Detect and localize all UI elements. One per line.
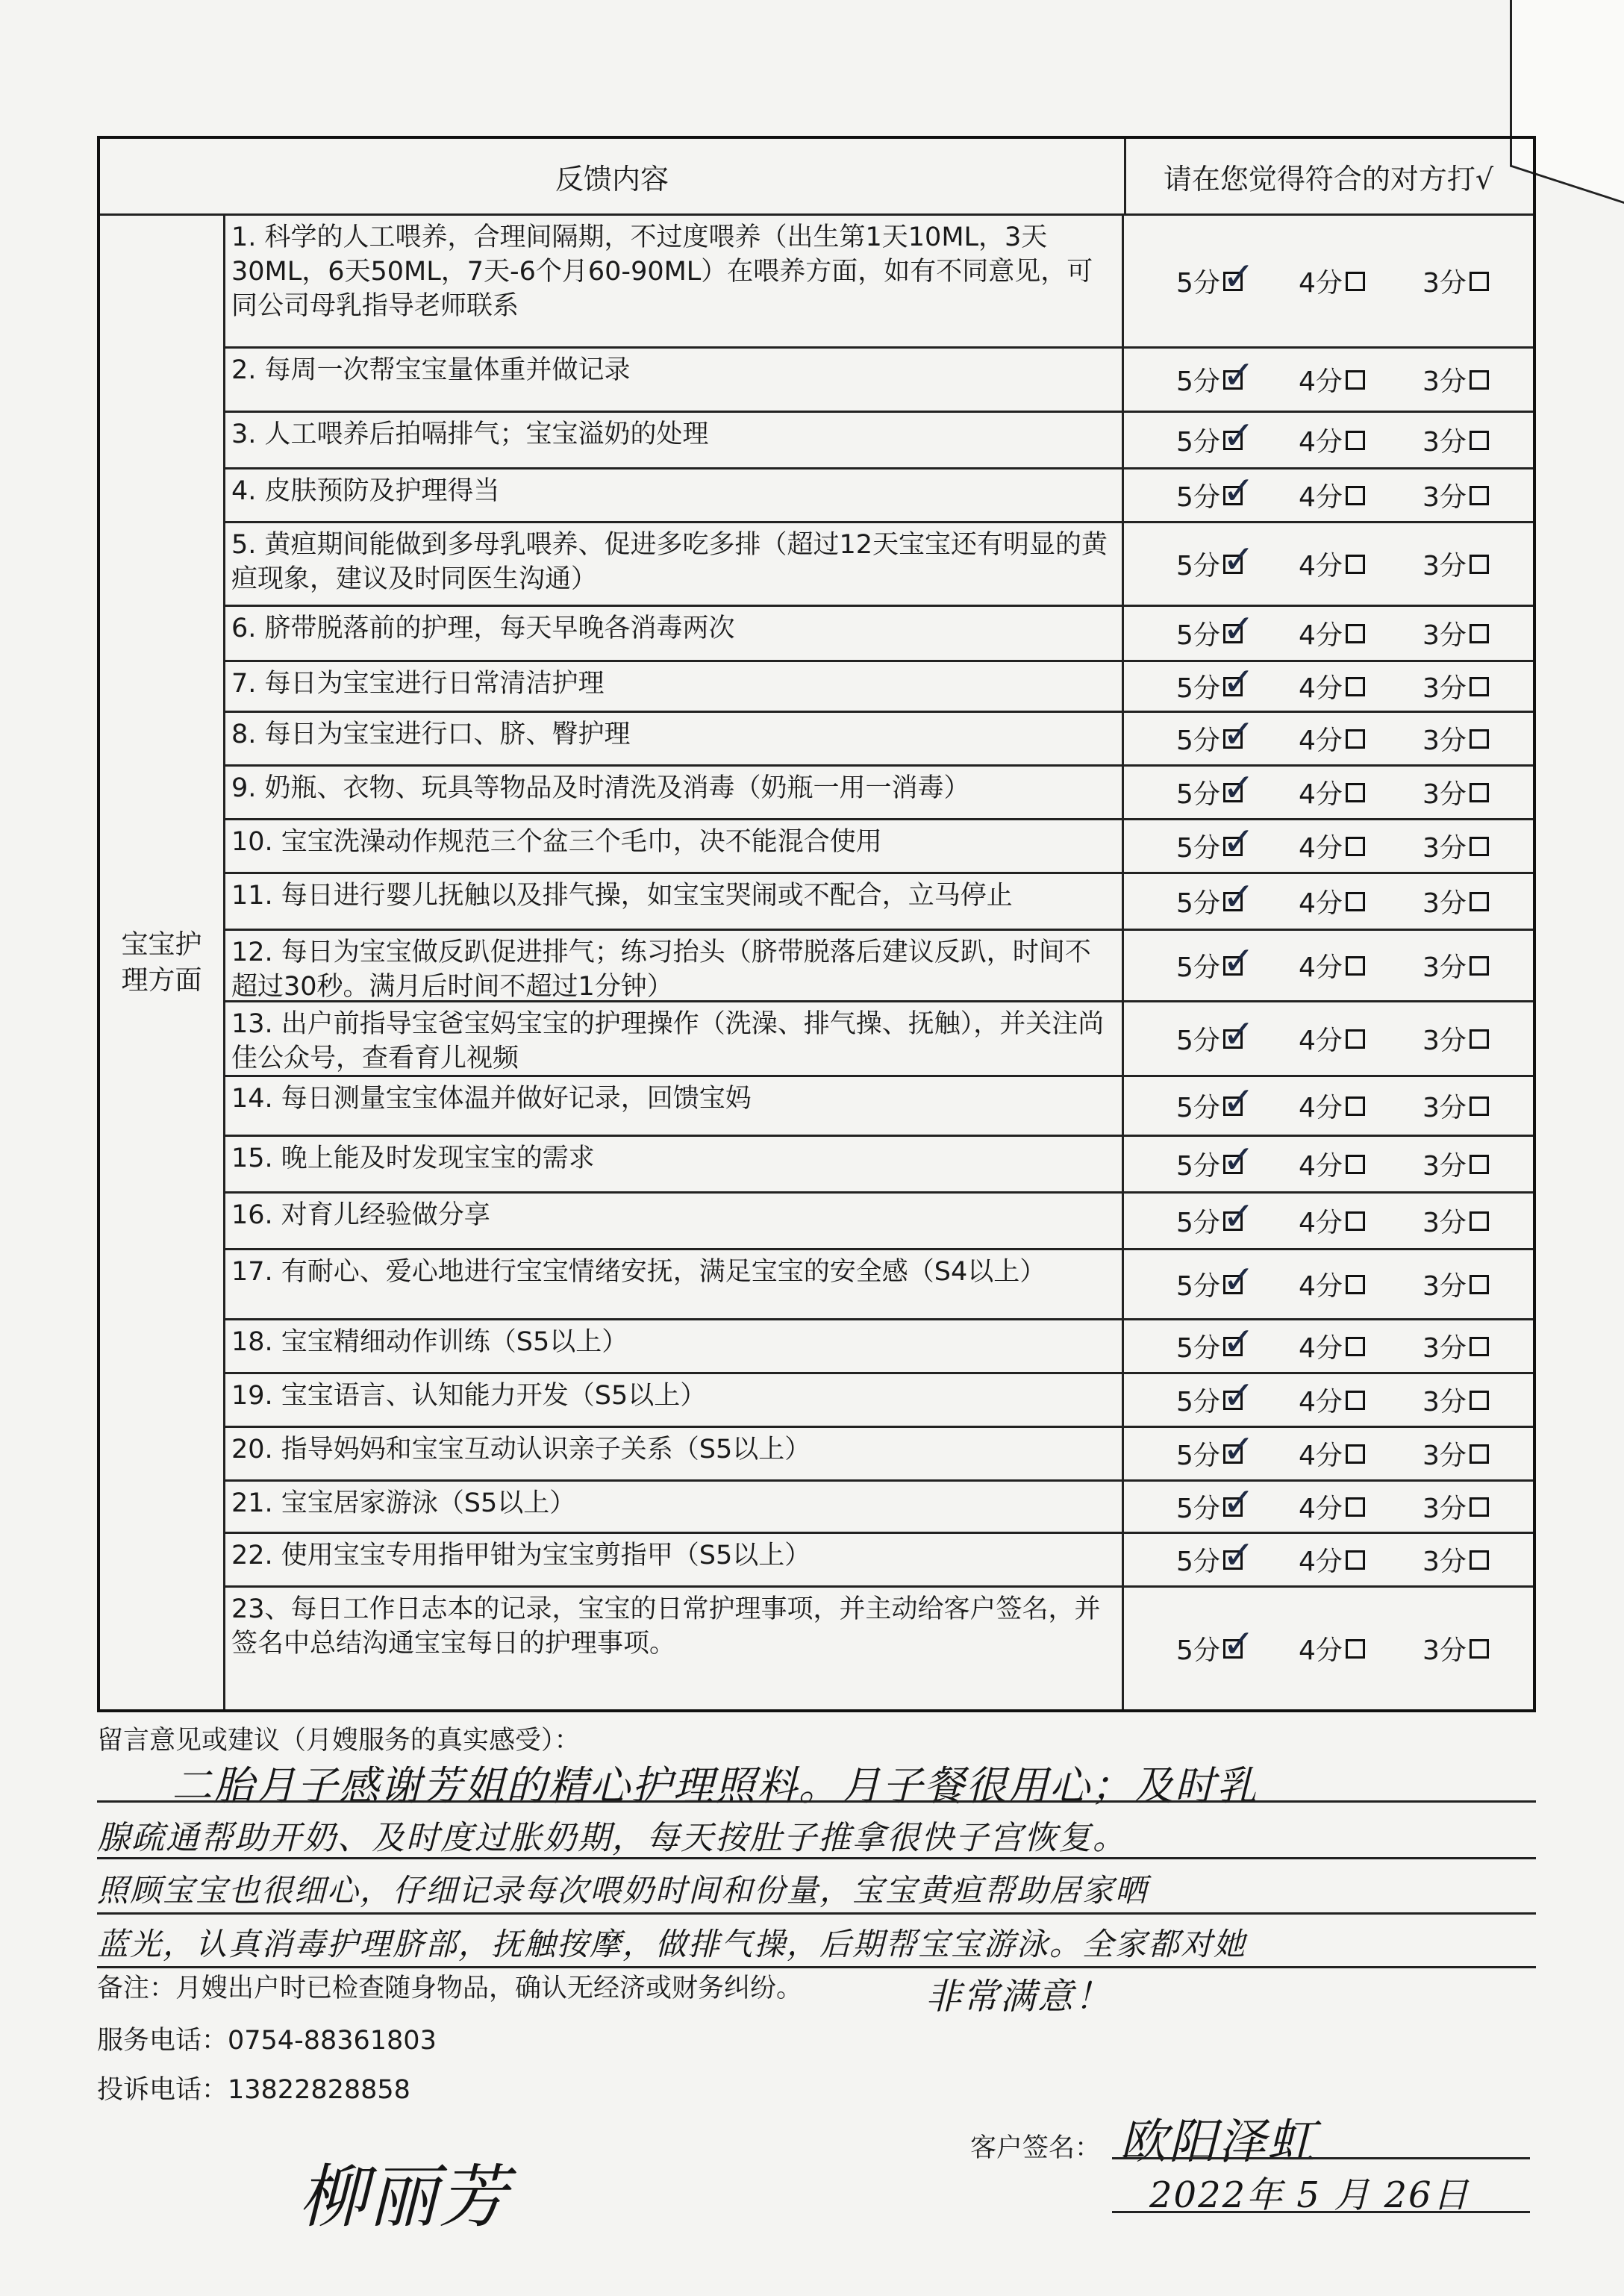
rating-option-3[interactable] [1422, 1020, 1489, 1058]
checkbox[interactable] [1470, 1639, 1489, 1659]
rating-label: 5分 [1176, 1271, 1220, 1302]
rating-label: 3分 [1422, 427, 1467, 458]
rating-label: 3分 [1422, 1151, 1467, 1182]
rating-cell-2 [1124, 346, 1533, 411]
checkbox[interactable] [1346, 624, 1365, 643]
comment-underline [97, 1912, 1536, 1915]
rating-label: 4分 [1299, 366, 1343, 397]
rating-label: 4分 [1299, 620, 1343, 651]
rating-label: 3分 [1422, 833, 1467, 864]
rating-option-4[interactable] [1299, 614, 1365, 652]
rating-option-5[interactable] [1176, 1319, 1255, 1365]
checkbox[interactable] [1470, 1337, 1489, 1356]
rating-option-3[interactable] [1422, 1435, 1489, 1473]
rating-label: 4分 [1299, 1547, 1343, 1577]
check-mark-icon: ✓ [1222, 874, 1255, 920]
checkbox[interactable] [1470, 1497, 1489, 1517]
rating-label: 5分 [1176, 551, 1220, 581]
checkbox[interactable] [1222, 1079, 1255, 1124]
rating-option-4[interactable] [1299, 545, 1365, 583]
rating-cell-20 [1124, 1426, 1533, 1479]
rating-cell-11 [1124, 872, 1533, 929]
rating-option-5[interactable] [1176, 1426, 1255, 1473]
rating-label: 5分 [1176, 482, 1220, 513]
checkbox[interactable] [1346, 555, 1365, 574]
checkbox[interactable] [1222, 938, 1255, 984]
checkbox[interactable] [1470, 837, 1489, 856]
checkbox[interactable] [1470, 431, 1489, 450]
checkbox[interactable] [1470, 272, 1489, 291]
rating-label: 3分 [1422, 1208, 1467, 1238]
rating-label: 3分 [1422, 551, 1467, 581]
rating-label: 3分 [1422, 726, 1467, 756]
rating-label: 4分 [1299, 1333, 1343, 1364]
rating-label: 4分 [1299, 888, 1343, 919]
checkbox[interactable] [1222, 1426, 1255, 1472]
rating-option-3[interactable] [1422, 1541, 1489, 1579]
rating-option-4[interactable] [1299, 1265, 1365, 1303]
rating-option-5[interactable] [1176, 765, 1255, 811]
rating-label: 3分 [1422, 952, 1467, 983]
rating-label: 3分 [1422, 366, 1467, 397]
feedback-item-14: 14. 每日测量宝宝体温并做好记录，回馈宝妈 [225, 1075, 1124, 1135]
rating-label: 4分 [1299, 427, 1343, 458]
comment-underline [97, 1800, 1536, 1803]
checkbox[interactable] [1222, 537, 1255, 582]
checkbox[interactable] [1222, 352, 1255, 398]
rating-option-5[interactable] [1176, 659, 1255, 705]
checkbox[interactable] [1222, 874, 1255, 920]
checkbox[interactable] [1346, 370, 1365, 390]
rating-label: 4分 [1299, 482, 1343, 513]
checkbox[interactable] [1222, 765, 1255, 811]
rating-label: 4分 [1299, 726, 1343, 756]
rating-option-3[interactable] [1422, 361, 1489, 399]
rating-cell-6 [1124, 605, 1533, 660]
checkbox[interactable] [1346, 1391, 1365, 1410]
rating-option-3[interactable] [1422, 946, 1489, 985]
feedback-item-4: 4. 皮肤预防及护理得当 [225, 467, 1124, 521]
comment-label: 留言意见或建议（月嫂服务的真实感受）： [97, 1726, 581, 1756]
feedback-item-12: 12. 每日为宝宝做反趴促进排气；练习抬头（脐带脱落后建议反趴，时间不超过30秒。满月后时间不超过1分钟） [225, 929, 1124, 1000]
rating-cell-15 [1124, 1135, 1533, 1191]
rating-option-4[interactable] [1299, 1020, 1365, 1058]
rating-option-4[interactable] [1299, 720, 1365, 758]
rating-option-5[interactable] [1176, 254, 1255, 300]
rating-cell-7 [1124, 660, 1533, 711]
rating-option-5[interactable] [1176, 1137, 1255, 1183]
feedback-item-16: 16. 对育儿经验做分享 [225, 1191, 1124, 1248]
checkbox[interactable] [1346, 1275, 1365, 1294]
checkbox[interactable] [1470, 1211, 1489, 1231]
checkbox[interactable] [1222, 1011, 1255, 1057]
feedback-item-13: 13. 出户前指导宝爸宝妈宝宝的护理操作（洗澡、排气操、抚触），并关注尚佳公众号，查看育儿视频 [225, 1000, 1124, 1075]
rating-option-5[interactable] [1176, 468, 1255, 514]
check-mark-icon: ✓ [1222, 1257, 1255, 1303]
rating-cell-1 [1124, 213, 1533, 346]
handwritten-comment-line: 照顾宝宝也很细心，仔细记录每次喂奶时间和份量，宝宝黄疸帮助居家晒 [97, 1872, 1149, 1909]
feedback-item-17: 17. 有耐心、爱心地进行宝宝情绪安抚，满足宝宝的安全感（S4以上） [225, 1248, 1124, 1318]
checkbox[interactable] [1222, 1319, 1255, 1364]
rating-label: 3分 [1422, 1494, 1467, 1524]
check-mark-icon: ✓ [1222, 1319, 1255, 1364]
checkbox[interactable] [1470, 486, 1489, 505]
rating-label: 5分 [1176, 1333, 1220, 1364]
rating-option-5[interactable] [1176, 1079, 1255, 1125]
checkbox[interactable] [1222, 819, 1255, 864]
rating-option-4[interactable] [1299, 946, 1365, 985]
check-mark-icon: ✓ [1222, 413, 1255, 458]
checkbox[interactable] [1470, 1155, 1489, 1174]
checkbox[interactable] [1346, 1096, 1365, 1116]
rating-label: 3分 [1422, 1635, 1467, 1666]
rating-option-3[interactable] [1422, 614, 1489, 652]
rating-option-5[interactable] [1176, 352, 1255, 399]
rating-label: 3分 [1422, 268, 1467, 299]
customer-signature: 欧阳泽虹 [1119, 2115, 1317, 2170]
checkbox[interactable] [1346, 272, 1365, 291]
nanny-signature: 柳丽芳 [299, 2157, 510, 2237]
check-mark-icon: ✓ [1222, 1137, 1255, 1182]
checkbox[interactable] [1222, 1137, 1255, 1182]
checkbox[interactable] [1222, 659, 1255, 705]
header-feedback-content: 反馈内容 [100, 139, 1126, 213]
check-mark-icon: ✓ [1222, 254, 1255, 299]
rating-option-4[interactable] [1299, 476, 1365, 514]
complaint-phone: 投诉电话：13822828858 [97, 2075, 410, 2105]
rating-option-5[interactable] [1176, 1479, 1255, 1526]
rating-option-5[interactable] [1176, 874, 1255, 920]
rating-label: 4分 [1299, 673, 1343, 704]
checkbox[interactable] [1346, 783, 1365, 802]
rating-cell-21 [1124, 1479, 1533, 1532]
rating-option-4[interactable] [1299, 1202, 1365, 1240]
rating-cell-14 [1124, 1075, 1533, 1135]
rating-option-3[interactable] [1422, 545, 1489, 583]
check-mark-icon: ✓ [1222, 1373, 1255, 1418]
comment-underline [97, 1857, 1536, 1859]
checkbox[interactable] [1470, 1096, 1489, 1116]
rating-option-4[interactable] [1299, 1381, 1365, 1419]
rating-label: 5分 [1176, 1026, 1220, 1056]
check-mark-icon: ✓ [1222, 765, 1255, 811]
rating-label: 3分 [1422, 673, 1467, 704]
rating-option-3[interactable] [1422, 1629, 1489, 1668]
checkbox[interactable] [1222, 468, 1255, 514]
rating-label: 3分 [1422, 779, 1467, 810]
rating-option-5[interactable] [1176, 711, 1255, 758]
rating-option-5[interactable] [1176, 1257, 1255, 1303]
rating-cell-8 [1124, 711, 1533, 764]
rating-label: 5分 [1176, 952, 1220, 983]
rating-label: 5分 [1176, 673, 1220, 704]
checkbox[interactable] [1470, 370, 1489, 390]
check-mark-icon: ✓ [1222, 938, 1255, 984]
rating-label: 5分 [1176, 833, 1220, 864]
handwritten-comment-line: 非常满意！ [925, 1976, 1113, 2018]
checkbox[interactable] [1346, 486, 1365, 505]
rating-label: 3分 [1422, 1333, 1467, 1364]
rating-label: 5分 [1176, 366, 1220, 397]
date-line [1112, 2211, 1530, 2213]
checkbox[interactable] [1222, 254, 1255, 299]
rating-option-3[interactable] [1422, 1488, 1489, 1526]
checkbox[interactable] [1222, 1532, 1255, 1578]
checkbox[interactable] [1470, 1275, 1489, 1294]
header-rating-instruction: 请在您觉得符合的对方打√ [1163, 162, 1494, 196]
checkbox[interactable] [1346, 1029, 1365, 1049]
rating-option-3[interactable] [1422, 262, 1489, 300]
check-mark-icon: ✓ [1222, 659, 1255, 705]
rating-cell-23 [1124, 1585, 1533, 1709]
checkbox[interactable] [1222, 1373, 1255, 1418]
rating-option-4[interactable] [1299, 262, 1365, 300]
rating-cell-13 [1124, 1000, 1533, 1075]
feedback-item-20: 20. 指导妈妈和宝宝互动认识亲子关系（S5以上） [225, 1426, 1124, 1479]
handwritten-comment-line: 二胎月子感谢芳姐的精心护理照料。月子餐很用心；及时乳 [172, 1762, 1258, 1809]
check-mark-icon: ✓ [1222, 1194, 1255, 1239]
rating-option-3[interactable] [1422, 667, 1489, 705]
rating-option-3[interactable] [1422, 773, 1489, 811]
rating-option-3[interactable] [1422, 1381, 1489, 1419]
check-mark-icon: ✓ [1222, 468, 1255, 514]
rating-cell-17 [1124, 1248, 1533, 1318]
rating-option-5[interactable] [1176, 1532, 1255, 1579]
checkbox[interactable] [1222, 1479, 1255, 1525]
checkbox[interactable] [1346, 729, 1365, 749]
rating-option-4[interactable] [1299, 361, 1365, 399]
checkbox[interactable] [1346, 1211, 1365, 1231]
rating-cell-3 [1124, 411, 1533, 467]
checkbox[interactable] [1470, 624, 1489, 643]
rating-cell-19 [1124, 1372, 1533, 1426]
rating-option-4[interactable] [1299, 827, 1365, 865]
sign-date: 2022年 5 月 26日 [1149, 2174, 1470, 2216]
category-baby-care: 宝宝护理方面 [100, 213, 225, 1709]
checkbox[interactable] [1470, 555, 1489, 574]
rating-option-5[interactable] [1176, 1011, 1255, 1058]
rating-label: 4分 [1299, 1271, 1343, 1302]
rating-label: 3分 [1422, 620, 1467, 651]
checkbox[interactable] [1346, 1639, 1365, 1659]
rating-label: 4分 [1299, 833, 1343, 864]
feedback-item-15: 15. 晚上能及时发现宝宝的需求 [225, 1135, 1124, 1191]
rating-label: 4分 [1299, 779, 1343, 810]
rating-label: 3分 [1422, 1387, 1467, 1417]
feedback-item-18: 18. 宝宝精细动作训练（S5以上） [225, 1318, 1124, 1372]
rating-cell-16 [1124, 1191, 1533, 1248]
rating-label: 5分 [1176, 1093, 1220, 1123]
checkbox[interactable] [1346, 1155, 1365, 1174]
checkbox[interactable] [1470, 1550, 1489, 1570]
rating-label: 4分 [1299, 1208, 1343, 1238]
rating-option-3[interactable] [1422, 1145, 1489, 1183]
rating-option-4[interactable] [1299, 1327, 1365, 1365]
rating-option-5[interactable] [1176, 1621, 1255, 1668]
rating-option-3[interactable] [1422, 720, 1489, 758]
rating-option-5[interactable] [1176, 1373, 1255, 1419]
rating-option-4[interactable] [1299, 421, 1365, 459]
check-mark-icon: ✓ [1222, 1532, 1255, 1578]
feedback-item-11: 11. 每日进行婴儿抚触以及排气操，如宝宝哭闹或不配合，立马停止 [225, 872, 1124, 929]
rating-option-3[interactable] [1422, 1327, 1489, 1365]
rating-label: 5分 [1176, 1441, 1220, 1471]
rating-label: 3分 [1422, 1093, 1467, 1123]
feedback-item-3: 3. 人工喂养后拍嗝排气；宝宝溢奶的处理 [225, 411, 1124, 467]
feedback-item-9: 9. 奶瓶、衣物、玩具等物品及时清洗及消毒（奶瓶一用一消毒） [225, 764, 1124, 818]
feedback-item-23: 23、每日工作日志本的记录，宝宝的日常护理事项，并主动给客户签名，并签名中总结沟通宝宝每日的护理事项。 [225, 1585, 1124, 1709]
feedback-item-7: 7. 每日为宝宝进行日常清洁护理 [225, 660, 1124, 711]
rating-label: 4分 [1299, 1441, 1343, 1471]
feedback-item-10: 10. 宝宝洗澡动作规范三个盆三个毛巾，决不能混合使用 [225, 818, 1124, 872]
feedback-form-table [97, 136, 1536, 1712]
rating-label: 4分 [1299, 952, 1343, 983]
rating-label: 4分 [1299, 1093, 1343, 1123]
rating-label: 5分 [1176, 1494, 1220, 1524]
rating-option-5[interactable] [1176, 1194, 1255, 1240]
checkbox[interactable] [1222, 1194, 1255, 1239]
feedback-item-21: 21. 宝宝居家游泳（S5以上） [225, 1479, 1124, 1532]
handwritten-comment-line: 蓝光，认真消毒护理脐部，抚触按摩，做排气操，后期帮宝宝游泳。全家都对她 [97, 1926, 1247, 1962]
customer-sign-label: 客户签名： [970, 2133, 1102, 2163]
rating-label: 3分 [1422, 1441, 1467, 1471]
rating-cell-5 [1124, 521, 1533, 605]
service-phone: 服务电话：0754-88361803 [97, 2026, 437, 2056]
check-mark-icon: ✓ [1222, 1426, 1255, 1472]
checkbox[interactable] [1470, 956, 1489, 976]
rating-label: 5分 [1176, 620, 1220, 651]
rating-option-4[interactable] [1299, 1087, 1365, 1125]
rating-option-3[interactable] [1422, 882, 1489, 920]
feedback-item-22: 22. 使用宝宝专用指甲钳为宝宝剪指甲（S5以上） [225, 1532, 1124, 1585]
rating-option-4[interactable] [1299, 1629, 1365, 1668]
check-mark-icon: ✓ [1222, 1621, 1255, 1667]
checkbox[interactable] [1470, 892, 1489, 911]
rating-option-4[interactable] [1299, 882, 1365, 920]
checkbox[interactable] [1222, 606, 1255, 652]
checkbox[interactable] [1222, 1257, 1255, 1303]
rating-option-3[interactable] [1422, 476, 1489, 514]
rating-label: 5分 [1176, 1208, 1220, 1238]
checkbox[interactable] [1470, 1029, 1489, 1049]
rating-label: 4分 [1299, 1151, 1343, 1182]
rating-option-4[interactable] [1299, 667, 1365, 705]
rating-cell-10 [1124, 818, 1533, 872]
remark-text: 备注：月嫂出户时已检查随身物品，确认无经济或财务纠纷。 [97, 1974, 803, 2003]
feedback-item-19: 19. 宝宝语言、认知能力开发（S5以上） [225, 1372, 1124, 1426]
rating-option-5[interactable] [1176, 606, 1255, 652]
checkbox[interactable] [1470, 729, 1489, 749]
checkbox[interactable] [1346, 1550, 1365, 1570]
checkbox[interactable] [1346, 431, 1365, 450]
rating-option-3[interactable] [1422, 421, 1489, 459]
checkbox[interactable] [1222, 1621, 1255, 1667]
checkbox[interactable] [1470, 1444, 1489, 1464]
rating-cell-12 [1124, 929, 1533, 1000]
rating-label: 5分 [1176, 1151, 1220, 1182]
feedback-item-5: 5. 黄疸期间能做到多母乳喂养、促进多吃多排（超过12天宝宝还有明显的黄疸现象，建议及时同医生沟通） [225, 521, 1124, 605]
rating-option-5[interactable] [1176, 413, 1255, 459]
rating-option-4[interactable] [1299, 773, 1365, 811]
rating-label: 5分 [1176, 268, 1220, 299]
check-mark-icon: ✓ [1222, 1079, 1255, 1124]
rating-label: 4分 [1299, 1635, 1343, 1666]
checkbox[interactable] [1470, 783, 1489, 802]
rating-label: 5分 [1176, 1387, 1220, 1417]
checkbox[interactable] [1346, 892, 1365, 911]
rating-option-4[interactable] [1299, 1541, 1365, 1579]
rating-cell-4 [1124, 467, 1533, 521]
checkbox[interactable] [1222, 711, 1255, 757]
rating-label: 5分 [1176, 427, 1220, 458]
feedback-item-1: 1. 科学的人工喂养，合理间隔期，不过度喂养（出生第1天10ML，3天30ML，6天50ML，7天-6个月60-90ML）在喂养方面，如有不同意见，可同公司母乳指导老师联系 [225, 213, 1124, 346]
rating-label: 4分 [1299, 1494, 1343, 1524]
rating-label: 3分 [1422, 888, 1467, 919]
rating-label: 4分 [1299, 1387, 1343, 1417]
checkbox[interactable] [1346, 1337, 1365, 1356]
rating-option-4[interactable] [1299, 1435, 1365, 1473]
rating-option-3[interactable] [1422, 1265, 1489, 1303]
checkbox[interactable] [1470, 677, 1489, 696]
checkbox[interactable] [1346, 1497, 1365, 1517]
rating-label: 5分 [1176, 1547, 1220, 1577]
rating-option-5[interactable] [1176, 819, 1255, 865]
checkbox[interactable] [1346, 1444, 1365, 1464]
rating-label: 3分 [1422, 482, 1467, 513]
feedback-item-2: 2. 每周一次帮宝宝量体重并做记录 [225, 346, 1124, 411]
check-mark-icon: ✓ [1222, 1011, 1255, 1057]
rating-option-4[interactable] [1299, 1145, 1365, 1183]
rating-cell-9 [1124, 764, 1533, 818]
handwritten-comment-line: 腺疏通帮助开奶、及时度过胀奶期，每天按肚子推拿很快子宫恢复。 [97, 1819, 1127, 1857]
rating-option-4[interactable] [1299, 1488, 1365, 1526]
rating-cell-22 [1124, 1532, 1533, 1585]
check-mark-icon: ✓ [1222, 537, 1255, 582]
rating-label: 4分 [1299, 551, 1343, 581]
feedback-item-8: 8. 每日为宝宝进行口、脐、臀护理 [225, 711, 1124, 764]
rating-option-3[interactable] [1422, 1202, 1489, 1240]
rating-label: 3分 [1422, 1026, 1467, 1056]
rating-option-3[interactable] [1422, 827, 1489, 865]
rating-option-5[interactable] [1176, 537, 1255, 583]
rating-label: 3分 [1422, 1271, 1467, 1302]
rating-label: 5分 [1176, 1635, 1220, 1666]
check-mark-icon: ✓ [1222, 819, 1255, 864]
checkbox[interactable] [1346, 677, 1365, 696]
feedback-item-6: 6. 脐带脱落前的护理，每天早晚各消毒两次 [225, 605, 1124, 660]
check-mark-icon: ✓ [1222, 1479, 1255, 1525]
signature-line [1112, 2157, 1530, 2159]
rating-option-5[interactable] [1176, 938, 1255, 985]
check-mark-icon: ✓ [1222, 352, 1255, 398]
check-mark-icon: ✓ [1222, 711, 1255, 757]
rating-label: 4分 [1299, 1026, 1343, 1056]
rating-label: 5分 [1176, 726, 1220, 756]
checkbox[interactable] [1346, 837, 1365, 856]
rating-option-3[interactable] [1422, 1087, 1489, 1125]
checkbox[interactable] [1346, 956, 1365, 976]
rating-label: 3分 [1422, 1547, 1467, 1577]
rating-label: 4分 [1299, 268, 1343, 299]
checkbox[interactable] [1222, 413, 1255, 458]
rating-cell-18 [1124, 1318, 1533, 1372]
check-mark-icon: ✓ [1222, 606, 1255, 652]
checkbox[interactable] [1470, 1391, 1489, 1410]
rating-label: 5分 [1176, 888, 1220, 919]
rating-label: 5分 [1176, 779, 1220, 810]
